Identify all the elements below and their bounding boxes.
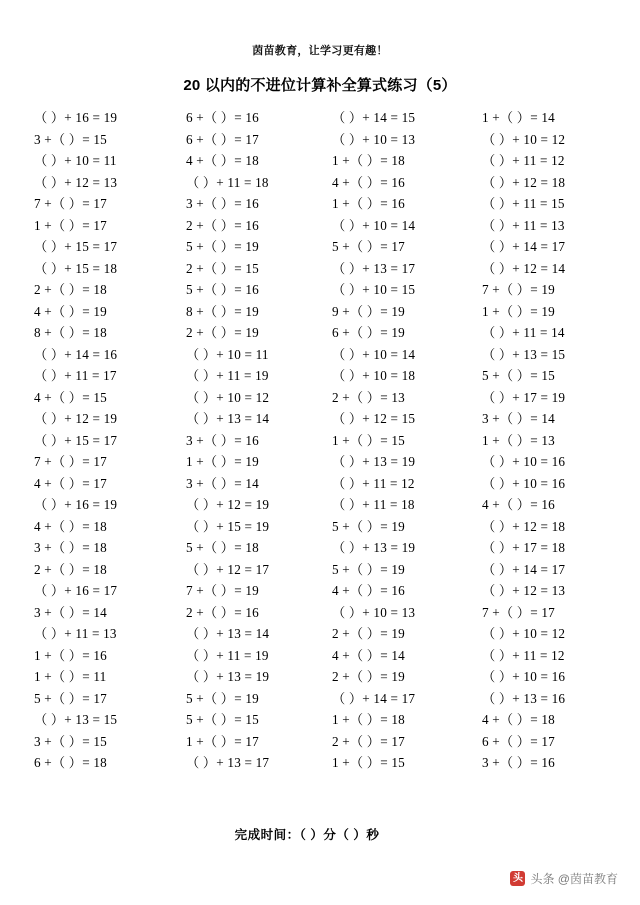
problem-cell[interactable]: 6 +（ ）= 17 [186,131,259,147]
problem-cell[interactable]: 2 +（ ）= 16 [186,604,259,620]
problem-cell[interactable]: 4 +（ ）= 16 [482,497,555,512]
problem-cell[interactable]: 1 +（ ）= 17 [34,217,107,233]
problem-cell[interactable]: （ ）+ 10 = 16 [482,475,566,491]
problem-cell[interactable]: （ ）+ 10 = 16 [482,454,566,469]
problem-cell[interactable]: （ ）+ 10 = 18 [332,368,416,383]
problem-cell[interactable]: （ ）+ 10 = 13 [332,131,416,147]
problem-cell[interactable]: （ ）+ 17 = 19 [482,389,566,405]
problem-cell[interactable]: 7 +（ ）= 17 [482,604,555,620]
problem-cell[interactable]: （ ）+ 13 = 15 [34,712,118,727]
problem-cell[interactable]: 1 +（ ）= 16 [332,196,405,211]
problem-cell[interactable]: 3 +（ ）= 18 [34,540,107,555]
problem-cell[interactable]: （ ）+ 14 = 17 [332,690,416,706]
problem-cell[interactable]: 1 +（ ）= 11 [34,669,107,684]
problem-cell[interactable]: 5 +（ ）= 19 [332,518,405,534]
problem-cell[interactable]: （ ）+ 10 = 12 [186,389,270,405]
problem-cell[interactable]: 2 +（ ）= 19 [332,626,405,641]
problem-cell[interactable]: （ ）+ 10 = 13 [332,604,416,620]
problem-cell[interactable]: 5 +（ ）= 19 [332,561,405,577]
problem-cell[interactable]: （ ）+ 11 = 15 [482,196,565,211]
problem-cell[interactable]: （ ）+ 13 = 17 [186,755,270,770]
problem-cell[interactable]: 5 +（ ）= 16 [186,282,259,297]
problem-cell[interactable]: （ ）+ 16 = 19 [34,110,118,125]
problem-cell[interactable]: 2 +（ ）= 15 [186,260,259,276]
problem-cell[interactable]: 1 +（ ）= 18 [332,153,405,168]
problem-cell[interactable]: 5 +（ ）= 17 [332,239,405,254]
problem-cell[interactable]: （ ）+ 11 = 13 [34,626,117,641]
problem-cell[interactable]: 8 +（ ）= 18 [34,325,107,340]
problem-cell[interactable]: （ ）+ 12 = 18 [482,518,566,534]
problem-cell[interactable]: 7 +（ ）= 17 [34,196,107,211]
problem-cell[interactable]: 4 +（ ）= 15 [34,389,107,405]
problem-cell[interactable]: （ ）+ 11 = 19 [186,647,269,663]
problem-cell[interactable]: 1 +（ ）= 16 [34,647,107,663]
problem-cell[interactable]: 4 +（ ）= 14 [332,647,405,663]
page-title: 20 以内的不进位计算补全算式练习（5） [183,77,457,94]
problem-cell[interactable]: 4 +（ ）= 19 [34,303,107,319]
problem-cell[interactable]: （ ）+ 16 = 17 [34,583,118,598]
problem-cell[interactable]: 3 +（ ）= 16 [482,755,555,770]
problem-cell[interactable]: 4 +（ ）= 16 [332,174,405,190]
problem-cell[interactable]: 8 +（ ）= 19 [186,303,259,319]
completion-time-label: 完成时间：（ ）分（ ）秒 [234,828,380,842]
problem-cell[interactable]: （ ）+ 12 = 18 [482,174,566,190]
problem-cell[interactable]: 3 +（ ）= 16 [186,196,259,211]
problem-cell[interactable]: （ ）+ 13 = 14 [186,411,270,426]
problem-cell[interactable]: （ ）+ 14 = 15 [332,110,416,125]
header-note: 茵苗教育，让学习更有趣！ [252,45,388,57]
problem-cell[interactable]: 5 +（ ）= 15 [482,368,555,383]
problem-cell[interactable]: 6 +（ ）= 18 [34,755,107,770]
problem-cell[interactable]: （ ）+ 13 = 17 [332,260,416,276]
problem-cell[interactable]: （ ）+ 12 = 13 [482,583,566,598]
problem-cell[interactable]: （ ）+ 10 = 11 [34,153,117,168]
problem-cell[interactable]: 5 +（ ）= 19 [186,690,259,706]
problem-cell[interactable]: （ ）+ 10 = 14 [332,217,416,233]
problem-cell[interactable]: 4 +（ ）= 18 [482,712,555,727]
problem-cell[interactable]: （ ）+ 12 = 13 [34,174,118,190]
problem-cell[interactable]: 3 +（ ）= 14 [186,475,259,491]
problem-cell[interactable]: （ ）+ 11 = 12 [332,475,415,491]
problem-cell[interactable]: （ ）+ 15 = 19 [186,518,270,534]
problem-cell[interactable]: 4 +（ ）= 18 [34,518,107,534]
watermark [510,870,618,887]
problem-cell[interactable]: 9 +（ ）= 19 [332,303,405,319]
problem-cell[interactable]: 5 +（ ）= 18 [186,540,259,555]
problem-cell[interactable]: （ ）+ 12 = 19 [34,411,118,426]
problem-cell[interactable]: （ ）+ 13 = 16 [482,690,566,706]
problem-cell[interactable]: 7 +（ ）= 17 [34,454,107,469]
problem-cell[interactable]: 1 +（ ）= 17 [186,733,259,749]
problem-cell[interactable]: 4 +（ ）= 16 [332,583,405,598]
problem-cell[interactable]: 4 +（ ）= 18 [186,153,259,168]
problem-cell[interactable]: （ ）+ 12 = 19 [186,497,270,512]
problem-cell[interactable]: （ ）+ 11 = 13 [482,217,565,233]
problem-cell[interactable]: （ ）+ 10 = 11 [186,346,269,362]
problem-cell[interactable]: （ ）+ 15 = 17 [34,432,118,448]
problem-cell[interactable]: 1 +（ ）= 18 [332,712,405,727]
problem-cell[interactable]: 3 +（ ）= 15 [34,131,107,147]
problem-cell[interactable]: 6 +（ ）= 19 [332,325,405,340]
watermark-label: 头条 @茵苗教育 [530,872,618,886]
problem-cell[interactable]: 5 +（ ）= 17 [34,690,107,706]
problem-cell[interactable]: 3 +（ ）= 16 [186,432,259,448]
problem-cell[interactable]: 2 +（ ）= 18 [34,561,107,577]
problem-cell[interactable]: （ ）+ 15 = 17 [34,239,118,254]
problem-cell[interactable]: （ ）+ 16 = 19 [34,497,118,512]
problem-cell[interactable]: 3 +（ ）= 14 [34,604,107,620]
problem-cell[interactable]: （ ）+ 17 = 18 [482,540,566,555]
problem-cell[interactable]: （ ）+ 12 = 17 [186,561,270,577]
problem-cell[interactable]: 3 +（ ）= 15 [34,733,107,749]
problem-cell[interactable]: （ ）+ 13 = 15 [482,346,566,362]
problem-cell[interactable]: 2 +（ ）= 13 [332,389,405,405]
problem-cell[interactable]: （ ）+ 15 = 18 [34,260,118,276]
problem-cell[interactable]: 2 +（ ）= 19 [332,669,405,684]
problem-cell[interactable]: （ ）+ 14 = 17 [482,239,566,254]
problem-cell[interactable]: 1 +（ ）= 19 [186,454,259,469]
problem-cell[interactable]: 1 +（ ）= 19 [482,303,555,319]
problem-cell[interactable]: 2 +（ ）= 19 [186,325,259,340]
problem-cell[interactable]: 6 +（ ）= 17 [482,733,555,749]
problem-cell[interactable]: （ ）+ 11 = 18 [332,497,415,512]
problem-cell[interactable]: （ ）+ 13 = 19 [332,540,416,555]
problem-cell[interactable]: （ ）+ 13 = 14 [186,626,270,641]
problem-cell[interactable]: （ ）+ 12 = 15 [332,411,416,426]
problem-cell[interactable]: （ ）+ 12 = 14 [482,260,566,276]
problem-cell[interactable]: 2 +（ ）= 18 [34,282,107,297]
problem-cell[interactable]: 5 +（ ）= 15 [186,712,259,727]
problem-cell[interactable]: 2 +（ ）= 16 [186,217,259,233]
problem-cell[interactable]: （ ）+ 13 = 19 [332,454,416,469]
problem-cell[interactable]: 1 +（ ）= 14 [482,110,555,125]
problem-cell[interactable]: （ ）+ 11 = 12 [482,647,565,663]
problem-cell[interactable]: 1 +（ ）= 13 [482,432,555,448]
problem-cell[interactable]: （ ）+ 11 = 14 [482,325,565,340]
problem-cell[interactable]: （ ）+ 10 = 12 [482,626,566,641]
problem-cell[interactable]: （ ）+ 11 = 12 [482,153,565,168]
problem-cell[interactable]: 4 +（ ）= 17 [34,475,107,491]
problem-cell[interactable]: （ ）+ 11 = 19 [186,368,269,383]
problem-cell[interactable]: （ ）+ 10 = 15 [332,282,416,297]
problem-cell[interactable]: （ ）+ 10 = 12 [482,131,566,147]
problem-cell[interactable]: （ ）+ 11 = 18 [186,174,269,190]
problem-cell[interactable]: （ ）+ 14 = 16 [34,346,118,362]
problem-cell[interactable]: 1 +（ ）= 15 [332,755,405,770]
problem-cell[interactable]: （ ）+ 10 = 16 [482,669,566,684]
problem-cell[interactable]: 1 +（ ）= 15 [332,432,405,448]
problem-cell[interactable]: 7 +（ ）= 19 [482,282,555,297]
problem-cell[interactable]: 5 +（ ）= 19 [186,239,259,254]
problem-cell[interactable]: （ ）+ 13 = 19 [186,669,270,684]
problem-grid [18,107,622,774]
problem-cell[interactable]: （ ）+ 11 = 17 [34,368,117,383]
problem-cell[interactable]: （ ）+ 14 = 17 [482,561,566,577]
problem-cell[interactable]: 2 +（ ）= 17 [332,733,405,749]
problem-cell[interactable]: （ ）+ 10 = 14 [332,346,416,362]
toutiao-logo-icon: 头 [510,871,525,886]
problem-cell[interactable]: 3 +（ ）= 14 [482,411,555,426]
problem-cell[interactable]: 7 +（ ）= 19 [186,583,259,598]
problem-cell[interactable]: 6 +（ ）= 16 [186,110,259,125]
